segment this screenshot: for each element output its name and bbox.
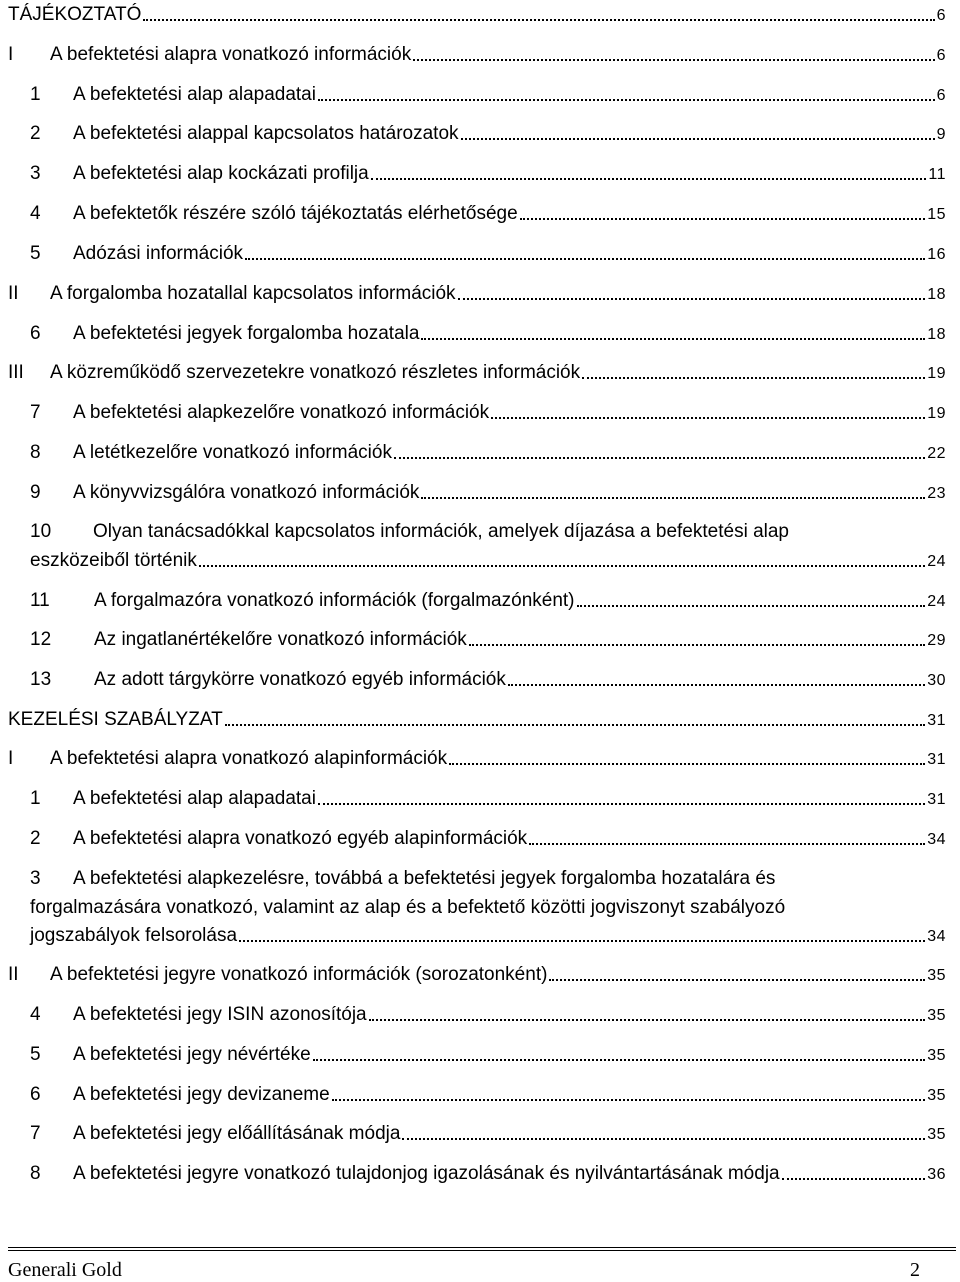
toc-entry[interactable] xyxy=(0,80,960,110)
toc-entry-page: 9 xyxy=(936,126,946,143)
dot-leader xyxy=(421,337,925,340)
toc-entry-title: A befektetési alap kockázati profilja xyxy=(73,163,369,184)
toc-entry[interactable] xyxy=(0,159,960,189)
dot-leader xyxy=(239,939,925,942)
footer-document-title: Generali Gold xyxy=(8,1259,122,1281)
dot-leader xyxy=(421,496,925,499)
toc-entry-first-line[interactable] xyxy=(30,517,789,547)
toc-entry[interactable] xyxy=(0,1000,960,1030)
dot-leader xyxy=(199,564,925,567)
dot-leader xyxy=(225,723,926,726)
dot-leader xyxy=(520,217,926,220)
toc-entry[interactable] xyxy=(0,0,960,30)
toc-entry-page: 15 xyxy=(927,206,946,223)
toc-entry-title: jogszabályok felsorolása xyxy=(30,925,238,946)
toc-entry-number: 5 xyxy=(30,1044,41,1065)
dot-leader xyxy=(549,978,925,981)
toc-entry-number: 9 xyxy=(30,482,41,503)
dot-leader xyxy=(402,1137,925,1140)
dot-leader xyxy=(491,416,925,419)
toc-entry-title: Adózási információk xyxy=(73,243,244,264)
dot-leader xyxy=(782,1177,926,1180)
toc-entry-title: KEZELÉSI SZABÁLYZAT xyxy=(8,709,223,730)
toc-entry-page: 6 xyxy=(936,87,946,104)
toc-entry-number: 8 xyxy=(30,442,41,463)
toc-entry-page: 34 xyxy=(927,928,946,945)
toc-entry[interactable] xyxy=(0,921,960,951)
dot-leader xyxy=(245,257,925,260)
dot-leader xyxy=(394,456,925,459)
toc-entry[interactable] xyxy=(0,119,960,149)
toc-entry-number: 3 xyxy=(30,868,41,889)
footer-page-number: 2 xyxy=(910,1259,920,1281)
toc-entry-title: A közreműködő szervezetekre vonatkozó részletes információk xyxy=(50,362,581,383)
toc-entry-number: 11 xyxy=(30,590,50,611)
toc-entry-page: 24 xyxy=(927,593,946,610)
dot-leader xyxy=(413,58,934,61)
toc-entry[interactable] xyxy=(0,478,960,508)
dot-leader xyxy=(458,297,926,300)
toc-entry-page: 19 xyxy=(927,405,946,422)
toc-entry-page: 22 xyxy=(927,445,946,462)
dot-leader xyxy=(313,1058,926,1061)
toc-entry-title-line: forgalmazására vonatkozó, valamint az alap és a befektető közötti jogviszonyt szabályozó xyxy=(30,897,786,918)
toc-entry-number: II xyxy=(8,283,19,304)
toc-entry[interactable] xyxy=(0,705,960,735)
toc-entry-title: A befektetők részére szóló tájékoztatás elérhetősége xyxy=(73,203,518,224)
toc-entry-page: 31 xyxy=(927,751,946,768)
dot-leader xyxy=(582,376,925,379)
toc-entry[interactable] xyxy=(0,40,960,70)
toc-entry[interactable] xyxy=(0,625,960,655)
toc-entry-page: 35 xyxy=(927,1047,946,1064)
dot-leader xyxy=(143,18,934,21)
toc-entry-page: 31 xyxy=(927,791,946,808)
toc-entry-title: A befektetési alap alapadatai xyxy=(73,788,316,809)
toc-entry[interactable] xyxy=(0,438,960,468)
toc-entry-number: 12 xyxy=(30,629,52,650)
toc-entry[interactable] xyxy=(0,358,960,388)
toc-entry[interactable] xyxy=(0,784,960,814)
toc-entry-number: 4 xyxy=(30,1004,41,1025)
toc-entry-page: 18 xyxy=(927,286,946,303)
toc-entry-title: TÁJÉKOZTATÓ xyxy=(8,4,142,25)
dot-leader xyxy=(469,643,925,646)
dot-leader xyxy=(318,98,935,101)
toc-entry-page: 23 xyxy=(927,485,946,502)
toc-entry[interactable] xyxy=(0,239,960,269)
toc-entry-title: Az ingatlanértékelőre vonatkozó információk xyxy=(94,629,467,650)
dot-leader xyxy=(461,137,935,140)
toc-entry-page: 29 xyxy=(927,632,946,649)
toc-entry[interactable] xyxy=(0,665,960,695)
toc-entry-title: A befektetési jegy devizaneme xyxy=(73,1084,330,1105)
toc-entry-number: 4 xyxy=(30,203,41,224)
toc-entry-title: A forgalmazóra vonatkozó információk (forgalmazónként) xyxy=(94,590,575,611)
toc-entry-page: 35 xyxy=(927,1007,946,1024)
toc-entry-title: A forgalomba hozatallal kapcsolatos információk xyxy=(50,283,456,304)
toc-entry-number: 8 xyxy=(30,1163,41,1184)
toc-entry-second-line xyxy=(30,893,785,923)
dot-leader xyxy=(371,177,927,180)
toc-entry-title: A befektetési alapra vonatkozó alapinformációk xyxy=(50,748,448,769)
toc-entry-number: 2 xyxy=(30,123,41,144)
toc-entry-page: 31 xyxy=(927,712,946,729)
toc-entry-title: A befektetési alapra vonatkozó egyéb alapinformációk xyxy=(73,828,528,849)
toc-entry-title: A befektetési alapra vonatkozó információk xyxy=(50,44,412,65)
footer-divider xyxy=(8,1247,956,1251)
dot-leader xyxy=(318,802,925,805)
toc-entry-title: A befektetési alappal kapcsolatos határozatok xyxy=(73,123,459,144)
toc-entry[interactable] xyxy=(0,1040,960,1070)
toc-entry-number: II xyxy=(8,964,19,985)
toc-entry-page: 6 xyxy=(936,7,946,24)
toc-entry-number: 7 xyxy=(30,1123,41,1144)
toc-entry-page: 35 xyxy=(927,967,946,984)
toc-entry-title: A letétkezelőre vonatkozó információk xyxy=(73,442,392,463)
toc-entry[interactable] xyxy=(0,960,960,990)
toc-entry-number: 5 xyxy=(30,243,41,264)
dot-leader xyxy=(577,604,926,607)
toc-entry-number: 1 xyxy=(30,84,41,105)
toc-entry[interactable] xyxy=(0,824,960,854)
toc-entry-page: 16 xyxy=(927,246,946,263)
toc-entry-page: 30 xyxy=(927,672,946,689)
toc-entry[interactable] xyxy=(0,1080,960,1110)
toc-entry-page: 11 xyxy=(928,166,946,183)
toc-entry-number: 3 xyxy=(30,163,41,184)
toc-entry[interactable] xyxy=(0,586,960,616)
toc-entry-title: A befektetési jegy ISIN azonosítója xyxy=(73,1004,367,1025)
toc-entry-first-line[interactable] xyxy=(30,864,775,894)
toc-entry-page: 36 xyxy=(927,1166,946,1183)
toc-entry-number: 13 xyxy=(30,669,52,690)
toc-entry[interactable] xyxy=(0,1119,960,1149)
toc-entry-title: eszközeiből történik xyxy=(30,550,197,571)
toc-entry-page: 24 xyxy=(927,553,946,570)
toc-entry-page: 6 xyxy=(936,47,946,64)
toc-entry-page: 34 xyxy=(927,831,946,848)
toc-entry-title: A könyvvizsgálóra vonatkozó információk xyxy=(73,482,420,503)
toc-entry[interactable] xyxy=(0,398,960,428)
toc-entry-number: 2 xyxy=(30,828,41,849)
toc-entry-number: III xyxy=(8,362,24,383)
toc-entry-page: 19 xyxy=(927,365,946,382)
dot-leader xyxy=(529,842,925,845)
toc-entry-number: 7 xyxy=(30,402,41,423)
toc-entry-title: A befektetési jegy névértéke xyxy=(73,1044,311,1065)
toc-entry-number: I xyxy=(8,748,14,769)
toc-entry-number: 10 xyxy=(30,521,52,542)
toc-entry-page: 18 xyxy=(927,326,946,343)
toc-entry[interactable] xyxy=(0,199,960,229)
toc-entry-title: A befektetési jegyek forgalomba hozatala xyxy=(73,323,420,344)
toc-entry-number: 1 xyxy=(30,788,41,809)
toc-entry-title: Az adott tárgykörre vonatkozó egyéb információk xyxy=(94,669,506,690)
toc-entry[interactable] xyxy=(0,1159,960,1189)
toc-entry-title: A befektetési alapkezelőre vonatkozó információk xyxy=(73,402,490,423)
toc-entry-title-line: Olyan tanácsadókkal kapcsolatos információk, amelyek díjazása a befektetési alap xyxy=(93,521,789,542)
toc-entry-title: A befektetési alap alapadatai xyxy=(73,84,316,105)
toc-entry[interactable] xyxy=(0,319,960,349)
toc-entry-page: 35 xyxy=(927,1087,946,1104)
toc-entry-title-line: A befektetési alapkezelésre, továbbá a befektetési jegyek forgalomba hozatalára és xyxy=(73,868,776,889)
toc-entry[interactable] xyxy=(0,744,960,774)
toc-entry-title: A befektetési jegyre vonatkozó információk (sorozatonként) xyxy=(50,964,548,985)
dot-leader xyxy=(369,1018,926,1021)
toc-entry-number: 6 xyxy=(30,323,41,344)
toc-entry-title: A befektetési jegyre vonatkozó tulajdonjog igazolásának és nyilvántartásának módja xyxy=(73,1163,780,1184)
dot-leader xyxy=(332,1098,926,1101)
toc-entry[interactable] xyxy=(0,279,960,309)
toc-entry-number: 6 xyxy=(30,1084,41,1105)
toc-entry[interactable] xyxy=(0,546,960,576)
dot-leader xyxy=(508,683,925,686)
toc-entry-number: I xyxy=(8,44,14,65)
toc-entry-page: 35 xyxy=(927,1126,946,1143)
dot-leader xyxy=(449,762,925,765)
toc-entry-title: A befektetési jegy előállításának módja xyxy=(73,1123,401,1144)
